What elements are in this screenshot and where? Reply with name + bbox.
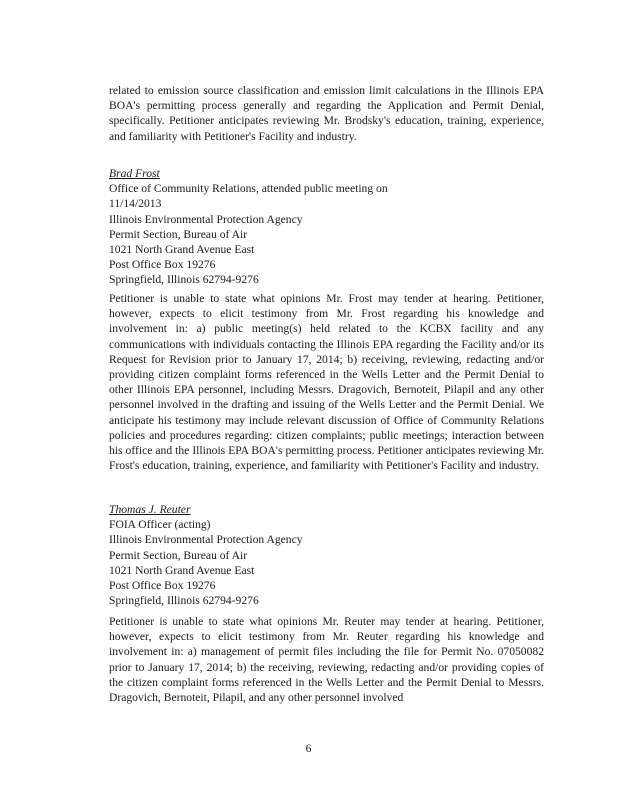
address-line: Illinois Environmental Protection Agency — [109, 533, 303, 547]
witness-name: Brad Frost — [109, 167, 160, 180]
witness-paragraph: Petitioner is unable to state what opinions Mr. Reuter may tender at hearing. Petitioner, however, expects to elicit testimony from Mr. Reuter regarding his knowledge and involvement in: a) management of permit files including the file for Permit No. 07050082 prior to January 17, 2014; b) the receiving, reviewing, redacting and/or providing copies of the citizen complaint forms referenced in the Wells Letter and the Permit Denial to Messrs. Dragovich, Bernoteit, Pilapil, and any other personnel involved — [109, 615, 544, 705]
intro-paragraph: related to emission source classification and emission limit calculations in the Illinois EPA BOA's permitting process generally and regarding the Application and Permit Denial, specifically. Petitioner anticipates reviewing Mr. Brodsky's education, training, experience, and familiarity with Petitioner's Facility and industry. — [109, 84, 544, 143]
address-line: 1021 North Grand Avenue East — [109, 243, 255, 257]
address-line: Office of Community Relations, attended public meeting on — [109, 182, 388, 196]
address-line: Illinois Environmental Protection Agency — [109, 212, 303, 226]
witness-name: Thomas J. Reuter — [109, 503, 191, 516]
address-line: 1021 North Grand Avenue East — [109, 563, 255, 577]
address-line: Springfield, Illinois 62794-9276 — [109, 273, 259, 287]
address-line: Permit Section, Bureau of Air — [109, 227, 248, 241]
address-line: FOIA Officer (acting) — [109, 518, 211, 532]
page-number: 6 — [305, 742, 312, 755]
address-line: Post Office Box 19276 — [109, 579, 216, 593]
witness-thomas-reuter — [109, 502, 544, 608]
address-line: Permit Section, Bureau of Air — [109, 548, 248, 562]
address-line: Post Office Box 19276 — [109, 258, 216, 272]
address-line: Springfield, Illinois 62794-9276 — [109, 594, 259, 608]
witness-paragraph: Petitioner is unable to state what opinions Mr. Frost may tender at hearing. Petitioner, however, expects to elicit testimony from Mr. Frost regarding his knowledge and involvement in: a) public meeting(s) held related to the KCBX facility and any communications with individuals contacting the Illinois EPA regarding the Facility and/or its Request for Revision prior to January 17, 2014; b) receiving, reviewing, redacting and/or providing citizen complaint forms referenced in the Wells Letter and the Permit Denial to other Illinois EPA personnel, including Messrs. Dragovich, Bernoteit, Pilapil and any other personnel involved in the drafting and issuing of the Wells Letter and the Permit Denial. We anticipate his testimony may include relevant discussion of Office of Community Relations policies and procedures regarding: citizen complaints; public meetings; interaction between his office and the Illinois EPA BOA's permitting process. Petitioner anticipates reviewing Mr. Frost's education, training, experience, and familiarity with Petitioner's Facility and industry. — [109, 292, 544, 473]
address-line: 11/14/2013 — [109, 197, 162, 211]
witness-brad-frost — [109, 166, 544, 288]
